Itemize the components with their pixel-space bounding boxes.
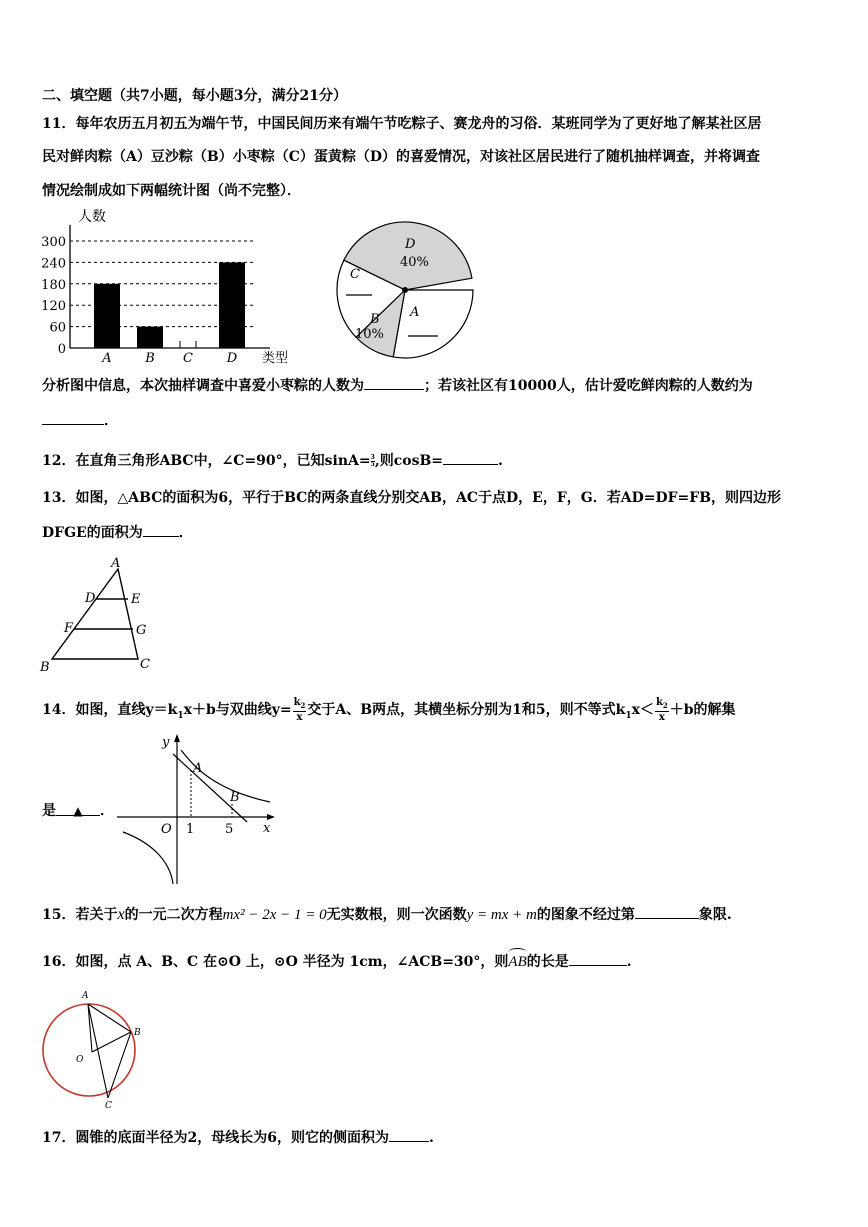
circle-label-a: A xyxy=(82,991,89,1001)
q15-var-x: x xyxy=(117,906,125,923)
q11-line3: 情况绘制成如下两幅统计图（尚不完整）． xyxy=(42,183,301,199)
circle-label-c: C xyxy=(105,1101,112,1111)
q11-answer-blank-1 xyxy=(364,375,424,390)
q14-end: ． xyxy=(100,803,114,819)
q13-line1: 13．如图，△ABC的面积为6，平行于BC的两条直线分别交AB，AC于点D，E，F，G．若AD=DF=FB，则四边形 xyxy=(42,490,782,506)
q14-frac-den-2: x xyxy=(658,712,665,723)
pie-label-a: A xyxy=(410,305,420,320)
y-tick-label: 0 xyxy=(57,342,66,357)
label-g: G xyxy=(136,623,147,638)
bar-d xyxy=(219,262,245,348)
graph-label-x: x xyxy=(263,821,271,836)
label-b: B xyxy=(40,660,50,675)
q17-end: . xyxy=(428,1130,434,1146)
hyperbola-branch-2 xyxy=(123,832,173,884)
q16-arc-ab: AB xyxy=(508,954,527,970)
q14-text-2: x＋b与双曲线y= xyxy=(183,702,292,718)
q14-line2 xyxy=(42,801,114,821)
q13-answer-blank xyxy=(143,522,179,537)
q12-frac-num: 3 xyxy=(370,453,375,461)
q14-text-6: 是 xyxy=(42,803,56,819)
q15-text-5: 象限. xyxy=(698,907,732,923)
q16-text-1: 16．如图，点 A、B、C 在⊙O 上，⊙O 半径为 1cm，∠ACB=30°，则 xyxy=(42,954,509,970)
q12-answer-blank xyxy=(443,450,498,465)
x-tick-label: A xyxy=(102,351,112,365)
pie-label-b: B xyxy=(370,312,380,327)
q14-frac-sub-2: 2 xyxy=(662,701,668,710)
y-tick-label: 240 xyxy=(41,256,66,272)
q14-frac-sub-1: 2 xyxy=(300,701,306,710)
q15-text-4: 的图象不经过第 xyxy=(536,907,635,923)
x-tick-label: D xyxy=(226,351,238,365)
label-e: E xyxy=(131,592,141,607)
pie-label-d: D xyxy=(405,237,416,252)
y-arrow-icon xyxy=(174,734,180,742)
y-axis-label: 人数 xyxy=(78,209,106,225)
label-c: C xyxy=(140,657,150,672)
graph-label-y: y xyxy=(162,735,170,750)
q17-answer-blank xyxy=(389,1127,429,1142)
pie-center-dot xyxy=(402,287,408,293)
q14-text-4: x＜ xyxy=(631,702,654,718)
q11-text-b: ；若该社区有10000人，估计爱吃鲜肉粽的人数约为 xyxy=(424,378,753,394)
q15-function: y = mx + m xyxy=(466,907,537,923)
circle-label-o: O xyxy=(76,1055,84,1065)
q12 xyxy=(42,450,503,471)
q14-frac-num-1: k xyxy=(293,697,301,708)
graph-label-b: B xyxy=(230,790,240,805)
q14-text-1: 14．如图，直线y＝k xyxy=(42,702,178,718)
pie-value-b: 10% xyxy=(355,327,384,342)
bar-b xyxy=(137,327,163,348)
q16-text-2: 的长是 xyxy=(526,954,569,970)
q14-sub-1: 1 xyxy=(177,710,184,721)
q14-fraction-2 xyxy=(655,697,669,723)
q16-answer-blank xyxy=(569,951,627,966)
q14-line1 xyxy=(42,697,736,729)
section-heading: 二、填空题（共7小题，每小题3分，满分21分） xyxy=(42,88,347,104)
x-arrow-icon xyxy=(267,814,275,820)
x-axis-label: 类型 xyxy=(262,351,289,365)
graph-label-5: 5 xyxy=(225,822,234,837)
q14-text-5: ＋b的解集 xyxy=(669,702,736,718)
q14-frac-num-2: k xyxy=(655,697,663,708)
q12-frac-den: 5 xyxy=(370,460,375,468)
triangle-figure xyxy=(38,555,158,675)
q14-frac-den-1: x xyxy=(296,712,303,723)
q14-fraction-1 xyxy=(293,697,307,723)
q11-line4 xyxy=(42,375,753,396)
label-a: A xyxy=(111,556,121,571)
q11-line2: 民对鲜肉粽（A）豆沙粽（B）小枣粽（C）蛋黄粽（D）的喜爱情况，对该社区居民进行了随机抽样调查，并将调查 xyxy=(42,149,760,165)
q13-line2 xyxy=(42,522,193,543)
y-tick-label: 180 xyxy=(41,277,66,293)
label-f: F xyxy=(64,621,74,636)
q16-end: . xyxy=(626,954,632,970)
q11-line5 xyxy=(42,410,118,431)
x-tick-label: B xyxy=(145,351,155,365)
q15-answer-blank xyxy=(635,904,699,919)
q14-text-3: 交于A、B两点，其横坐标分别为1和5，则不等式k xyxy=(307,702,626,718)
q12-text: 12．在直角三角形ABC中，∠C=90°，已知sinA= xyxy=(42,453,371,469)
q11-text-c: ． xyxy=(104,413,118,429)
hyperbola-branch-1 xyxy=(181,750,270,802)
q14-sub-2: 1 xyxy=(625,710,632,721)
hyperbola-graph xyxy=(115,732,280,890)
q11-answer-blank-2 xyxy=(42,410,104,425)
y-tick-label: 120 xyxy=(41,299,66,315)
q12-end: . xyxy=(498,453,503,469)
q16 xyxy=(42,951,632,972)
bar-a xyxy=(94,284,120,348)
q15 xyxy=(42,904,732,925)
q13-text: DFGE的面积为 xyxy=(42,525,143,541)
pie-chart xyxy=(330,218,480,363)
q12-text-b: ,则cosB= xyxy=(374,453,444,469)
circle-figure xyxy=(36,988,156,1113)
pie-label-c: C xyxy=(350,267,360,282)
y-tick-label: 300 xyxy=(41,235,66,250)
y-tick-label: 60 xyxy=(49,320,66,336)
q15-equation: mx² − 2x − 1 = 0 xyxy=(222,907,327,923)
q11-text-a: 分析图中信息，本次抽样调查中喜爱小枣粽的人数为 xyxy=(42,378,364,394)
line-y-k1x-b xyxy=(173,754,247,822)
pie-slice-a xyxy=(393,290,473,358)
q13-end: ． xyxy=(178,525,193,541)
q11-line1: 11．每年农历五月初五为端午节，中国民间历来有端午节吃粽子、赛龙舟的习俗．某班同学为了更好地了解某社区居 xyxy=(42,116,762,132)
q15-text-1: 15．若关于 xyxy=(42,907,118,923)
graph-label-o: O xyxy=(161,822,172,837)
x-tick-label: C xyxy=(183,351,193,365)
q15-text-2: 的一元二次方程 xyxy=(124,907,223,923)
q17 xyxy=(42,1127,434,1148)
q14-answer-blank: ▲ xyxy=(56,801,100,816)
graph-label-1: 1 xyxy=(186,822,195,837)
bar-chart xyxy=(40,205,300,365)
pie-value-d: 40% xyxy=(400,255,429,270)
q17-text: 17．圆锥的底面半径为2，母线长为6，则它的侧面积为 xyxy=(42,1130,389,1146)
label-d: D xyxy=(85,591,96,606)
graph-label-a: A xyxy=(193,761,203,776)
circle-label-b: B xyxy=(134,1028,141,1038)
q15-text-3: 无实数根，则一次函数 xyxy=(326,907,467,923)
